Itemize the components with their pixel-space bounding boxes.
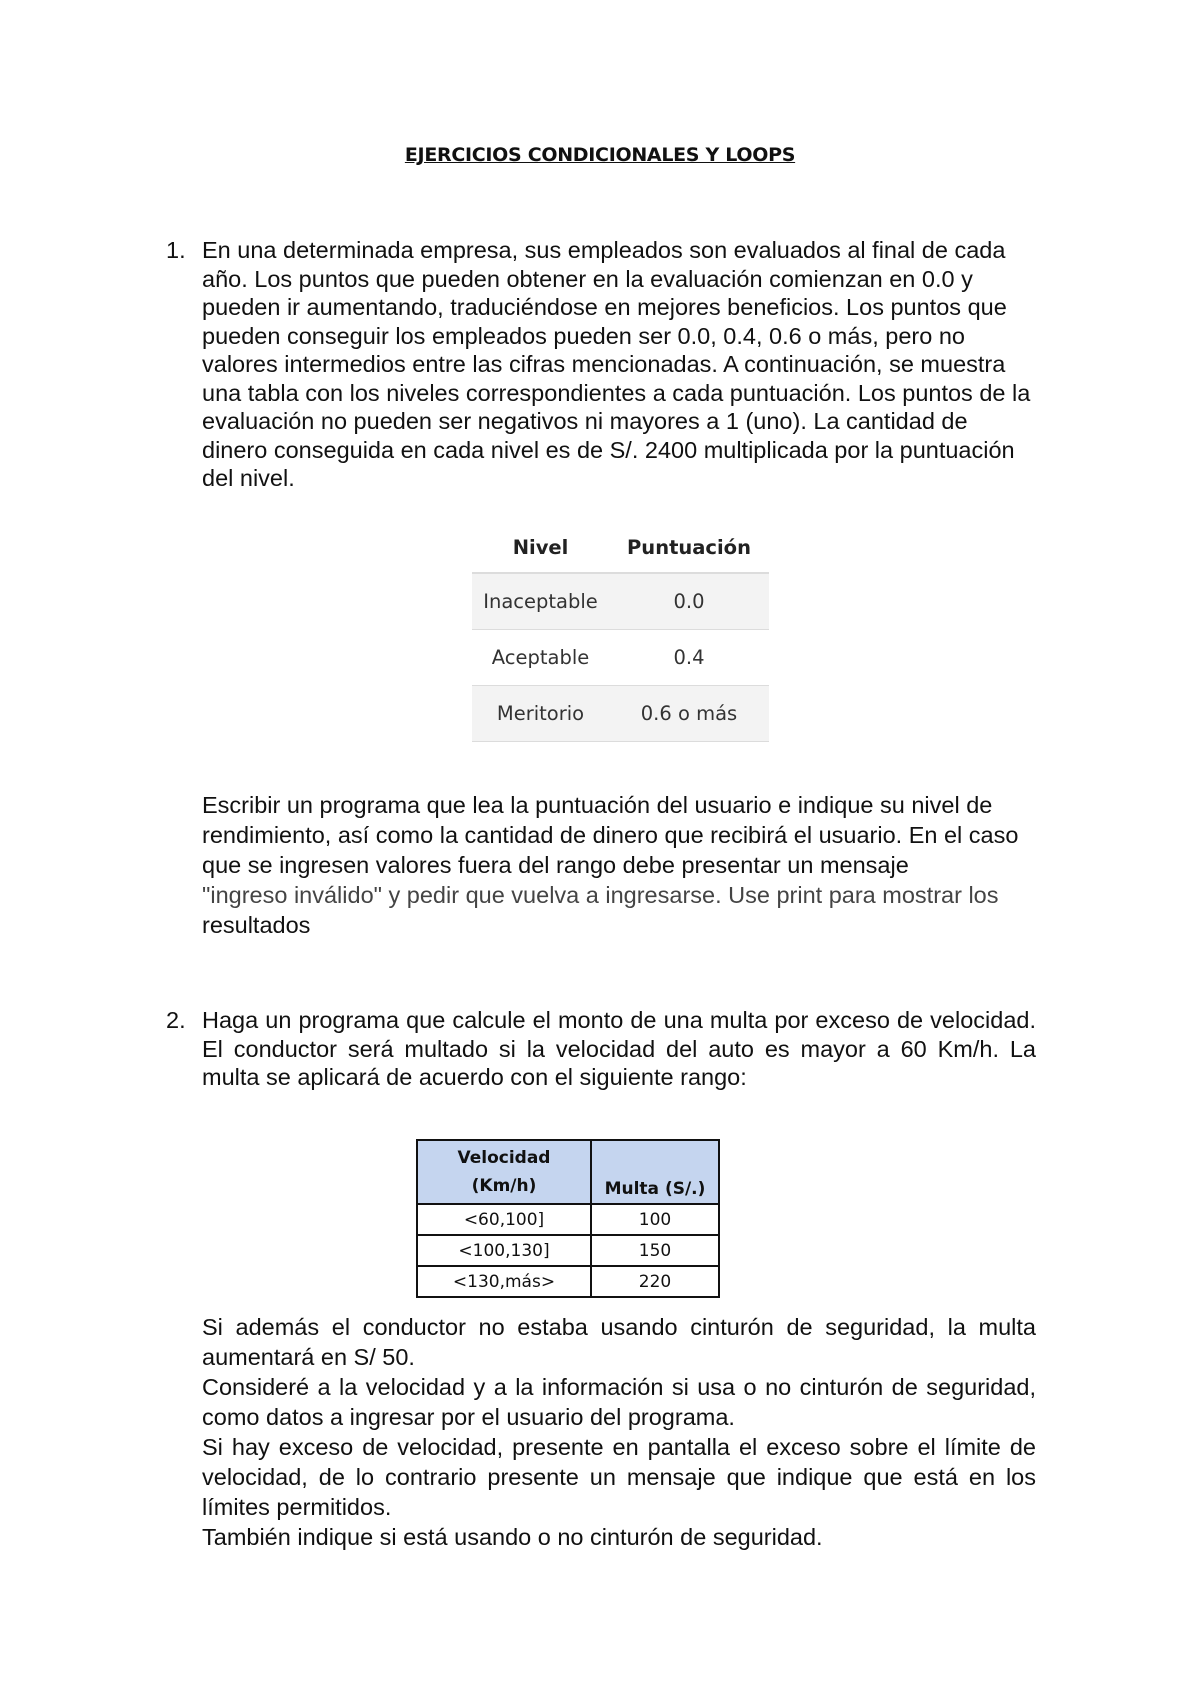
table-row: [472, 686, 769, 742]
instruction-text-c: resultados: [202, 912, 311, 938]
fine-amount: 220: [591, 1266, 719, 1297]
note-seatbelt-surcharge: Si además el conductor no estaba usando cinturón de seguridad, la multa aumentará en S/ 50.: [202, 1314, 1036, 1370]
fine-amount: 150: [591, 1235, 719, 1266]
level-name: Aceptable: [472, 630, 609, 686]
velocidad-label: Velocidad: [457, 1148, 551, 1168]
table-row: [417, 1266, 719, 1297]
speed-range: <100,130]: [417, 1235, 591, 1266]
exercise-1-text: En una determinada empresa, sus empleados son evaluados al final de cada año. Los puntos que pueden obtener en la evaluación comienzan en 0.0 y pueden ir aumentando, traduciéndose en mejores beneficios. Los puntos que pueden conseguir los empleados pueden ser 0.0, 0.4, 0.6 o más, pero no valores intermedios entre las cifras mencionadas. A continuación, se muestra una tabla con los niveles correspondientes a cada puntuación. Los puntos de la evaluación no pueden ser negativos ni mayores a 1 (uno). La cantidad de dinero conseguida en cada nivel es de S/. 2400 multiplicada por la puntuación del nivel.: [202, 237, 1031, 491]
velocidad-unit: (Km/h): [471, 1176, 537, 1196]
level-score: 0.0: [609, 573, 769, 630]
fines-header-multa: Multa (S/.): [591, 1140, 719, 1204]
exercise-2: [166, 1006, 1036, 1092]
level-name: Inaceptable: [472, 573, 609, 630]
exercise-1-instruction: [202, 790, 1036, 940]
exercise-1: [166, 236, 1036, 493]
fines-header-velocidad: [417, 1140, 591, 1204]
exercise-2-number: 2.: [166, 1007, 186, 1033]
table-row: [472, 573, 769, 630]
levels-table: [472, 522, 769, 742]
level-score: 0.4: [609, 630, 769, 686]
table-row: [417, 1204, 719, 1235]
page-title: EJERCICIOS CONDICIONALES Y LOOPS: [404, 144, 796, 166]
table-row: [417, 1235, 719, 1266]
fine-amount: 100: [591, 1204, 719, 1235]
levels-header-nivel: Nivel: [472, 522, 609, 573]
fines-table-header: [417, 1140, 719, 1204]
exercise-2-text: Haga un programa que calcule el monto de una multa por exceso de velocidad. El conductor será multado si la velocidad del auto es mayor a 60 Km/h. La multa se aplicará de acuerdo con el siguiente rango:: [202, 1007, 1036, 1090]
note-excess-output: Si hay exceso de velocidad, presente en pantalla el exceso sobre el límite de velocidad, de lo contrario presente un mensaje que indique que está en los límites permitidos.: [202, 1434, 1036, 1520]
instruction-text-a: Escribir un programa que lea la puntuación del usuario e indique su nivel de rendimiento, así como la cantidad de dinero que recibirá el usuario. En el caso que se ingresen valores fuera del rango debe presentar un mensaje: [202, 792, 1019, 878]
note-seatbelt-output: También indique si está usando o no cinturón de seguridad.: [202, 1524, 823, 1550]
speed-range: <130,más>: [417, 1266, 591, 1297]
exercise-1-number: 1.: [166, 237, 186, 263]
speed-range: <60,100]: [417, 1204, 591, 1235]
level-score: 0.6 o más: [609, 686, 769, 742]
levels-header-puntuacion: Puntuación: [609, 522, 769, 573]
level-name: Meritorio: [472, 686, 609, 742]
note-inputs: Consideré a la velocidad y a la información si usa o no cinturón de seguridad, como datos a ingresar por el usuario del programa.: [202, 1374, 1036, 1430]
table-row: [472, 630, 769, 686]
instruction-text-b: "ingreso inválido" y pedir que vuelva a ingresarse. Use print para mostrar los: [202, 882, 999, 908]
levels-table-header: [472, 522, 769, 573]
exercise-2-notes: [202, 1312, 1036, 1552]
fines-table: [416, 1139, 720, 1298]
